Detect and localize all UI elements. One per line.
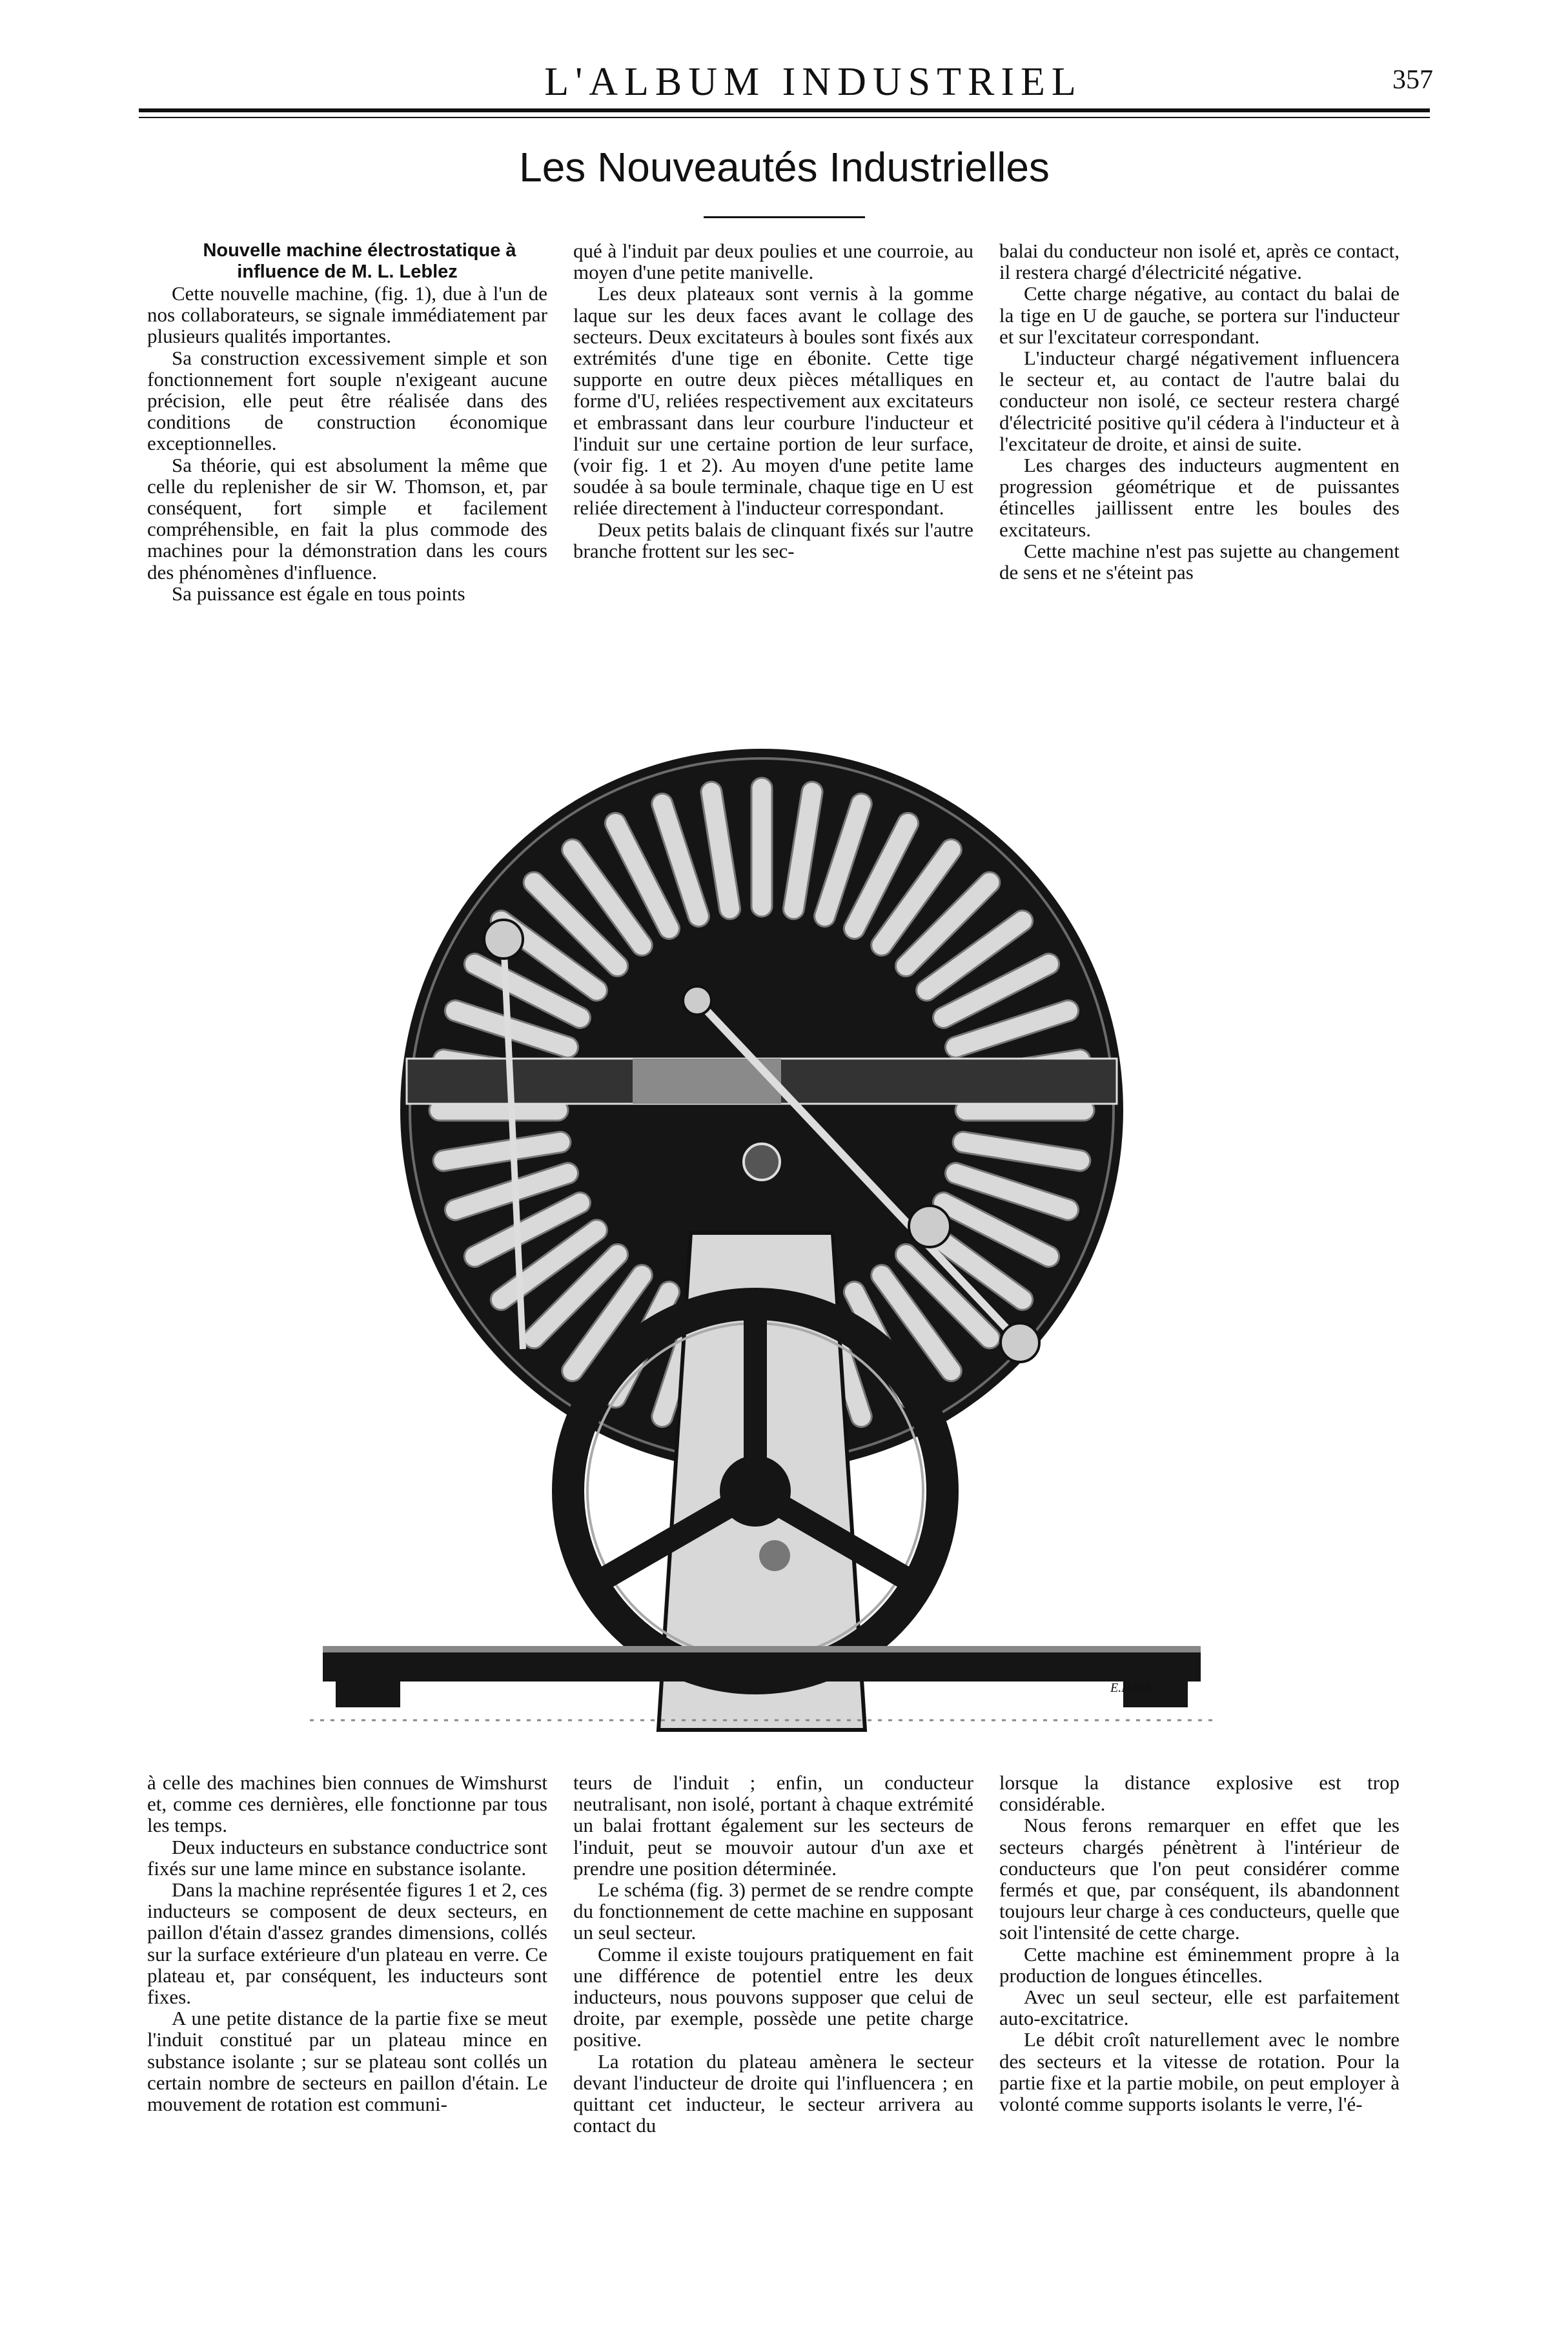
paragraph: lorsque la distance explosive est trop considérable. [999, 1771, 1400, 1816]
paragraph: Dans la machine représentée figures 1 et 2, ces inducteurs se composent de deux secteurs, en paillon d'étain d'assez grandes dimensions, collés sur la surface extérieure d'un plateau en verre. Ce plateau et, par conséquent, les inducteurs sont fixes. [147, 1878, 547, 2009]
text-column-6 [999, 1772, 1400, 2115]
disc-sector [751, 778, 772, 917]
paragraph: balai du conducteur non isolé et, après ce contact, il restera chargé d'électricité négative. [999, 239, 1400, 284]
left-foot [336, 1682, 400, 1707]
paragraph: Le schéma (fig. 3) permet de se rendre compte du fonctionnement de cette machine en supposant un seul secteur. [573, 1878, 973, 1944]
paragraph: qué à l'induit par deux poulies et une courroie, au moyen d'une petite manivelle. [573, 239, 973, 284]
paragraph: L'inducteur chargé négativement influencera le secteur et, au contact de l'autre balai du conducteur non isolé, ce secteur restera chargé d'électricité positive qu'il cédera à l'inducteur et à l'excitateur de droite, et ainsi de suite. [999, 347, 1400, 455]
text-column-1 [147, 240, 547, 604]
text-column-2 [573, 240, 973, 562]
paragraph: Comme il existe toujours pratiquement en fait une différence de potentiel entre les deux inducteurs, nous pouvons supposer que celui de droite, par exemple, possède une petite charge positive. [573, 1942, 973, 2051]
paragraph: Sa théorie, qui est absolument la même que celle du replenisher de sir W. Thomson, et, par conséquent, fort simple et facilement compréhensible, en fait la plus commode des machines pour la démonstration dans les cours des phénomènes d'influence. [147, 453, 547, 584]
paragraph: Cette machine n'est pas sujette au changement de sens et ne s'éteint pas [999, 539, 1400, 584]
paragraph: Nous ferons remarquer en effet que les secteurs chargés pénètrent à l'intérieur de conducteurs que l'on peut considérer comme fermés et que, par conséquent, ils abandonnent toujours leur charge à ces conducteurs, quelle que soit l'intensité de cette charge. [999, 1814, 1400, 1944]
paragraph: Deux inducteurs en substance conductrice sont fixés sur une lame mince en substance isolante. [147, 1835, 547, 1880]
paragraph: Sa construction excessivement simple et son fonctionnement fort souple n'exigeant aucune précision, elle peut être réalisée dans des conditions de construction économique exceptionnelles. [147, 346, 547, 455]
header-rule-thin [139, 117, 1430, 118]
paragraph: Sa puissance est égale en tous points [172, 582, 465, 605]
text-column-3 [999, 240, 1400, 583]
paragraph: Le débit croît naturellement avec le nombre des secteurs et la vitesse de rotation. Pour la partie fixe et la partie mobile, on peut employer à volonté comme supports isolants le verre, l'é- [999, 2028, 1400, 2116]
article-title: Les Nouveautés Industrielles [519, 144, 1050, 190]
title-divider [704, 216, 865, 218]
paragraph: teurs de l'induit ; enfin, un conducteur neutralisant, non isolé, portant à chaque extrémité un balai frottant également sur les secteurs de l'induit, peut se mouvoir autour d'un axe et prendre une position déterminée. [573, 1771, 973, 1880]
paragraph: A une petite distance de la partie fixe se meut l'induit constitué par un plateau mince en substance isolante ; sur se plateau sont collés un certain nombre de secteurs en paillon d'étain. Le mouvement de rotation est communi- [147, 2007, 547, 2116]
right-ball [909, 1206, 950, 1247]
paragraph: Avec un seul secteur, elle est parfaitement auto-excitatrice. [999, 1986, 1400, 2030]
paragraph: Cette machine est éminemment propre à la production de longues étincelles. [999, 1942, 1400, 1987]
rod-end-ball [683, 986, 711, 1015]
page-number: 357 [1392, 65, 1433, 95]
paragraph: à celle des machines bien connues de Wimshurst et, comme ces dernières, elle fonctionne par tous les temps. [147, 1771, 547, 1837]
axle-hub [744, 1144, 780, 1180]
text-column-4 [147, 1772, 547, 2115]
pulley-hub [720, 1456, 791, 1527]
engraver-signature: E.Hardy [1110, 1681, 1154, 1695]
paragraph: Les charges des inducteurs augmentent en progression géométrique et de puissantes étincelles jaillissent entre les boules des excitateurs. [999, 454, 1400, 541]
base-edge [323, 1646, 1201, 1652]
machine-illustration [310, 697, 1214, 1756]
paragraph: Les deux plateaux sont vernis à la gomme laque sur les deux faces avant le collage des secteurs. Deux excitateurs à boules sont fixés aux extrémités d'une tige en ébonite. Cette tige supporte en outre deux pièces métalliques en forme d'U, reliées respectivement aux excitateurs et embrassant dans leur courbure l'inducteur et l'induit sur une certaine portion de leur surface, (voir fig. 1 et 2). Au moyen d'une petite lame soudée à sa boule terminale, chaque tige en U est reliée directement à l'inducteur correspondant. [573, 282, 973, 520]
paragraph: Cette charge négative, au contact du balai de la tige en U de gauche, se portera sur l'inducteur et sur l'excitateur correspondant. [999, 282, 1400, 348]
machine-drawing [310, 697, 1214, 1756]
crank-handle [759, 1540, 790, 1571]
header-rule-thick [139, 108, 1430, 112]
running-header: L'ALBUM INDUSTRIEL [544, 60, 1083, 104]
section-heading: Nouvelle machine électrostatique à influence de M. L. Leblez [203, 240, 516, 282]
paragraph: Deux petits balais de clinquant fixés sur l'autre branche frottent sur les sec- [573, 518, 973, 562]
paragraph: La rotation du plateau amènera le secteur devant l'inducteur de droite qui l'influencera ; en quittant cet inducteur, le secteur arrivera au contact du [573, 2049, 973, 2137]
paragraph: Cette nouvelle machine, (fig. 1), due à l'un de nos collaborateurs, se signale immédiatement par plusieurs qualités importantes. [147, 282, 547, 348]
lower-ball [1001, 1323, 1039, 1362]
left-ball [484, 920, 523, 959]
text-column-5 [573, 1772, 973, 2136]
